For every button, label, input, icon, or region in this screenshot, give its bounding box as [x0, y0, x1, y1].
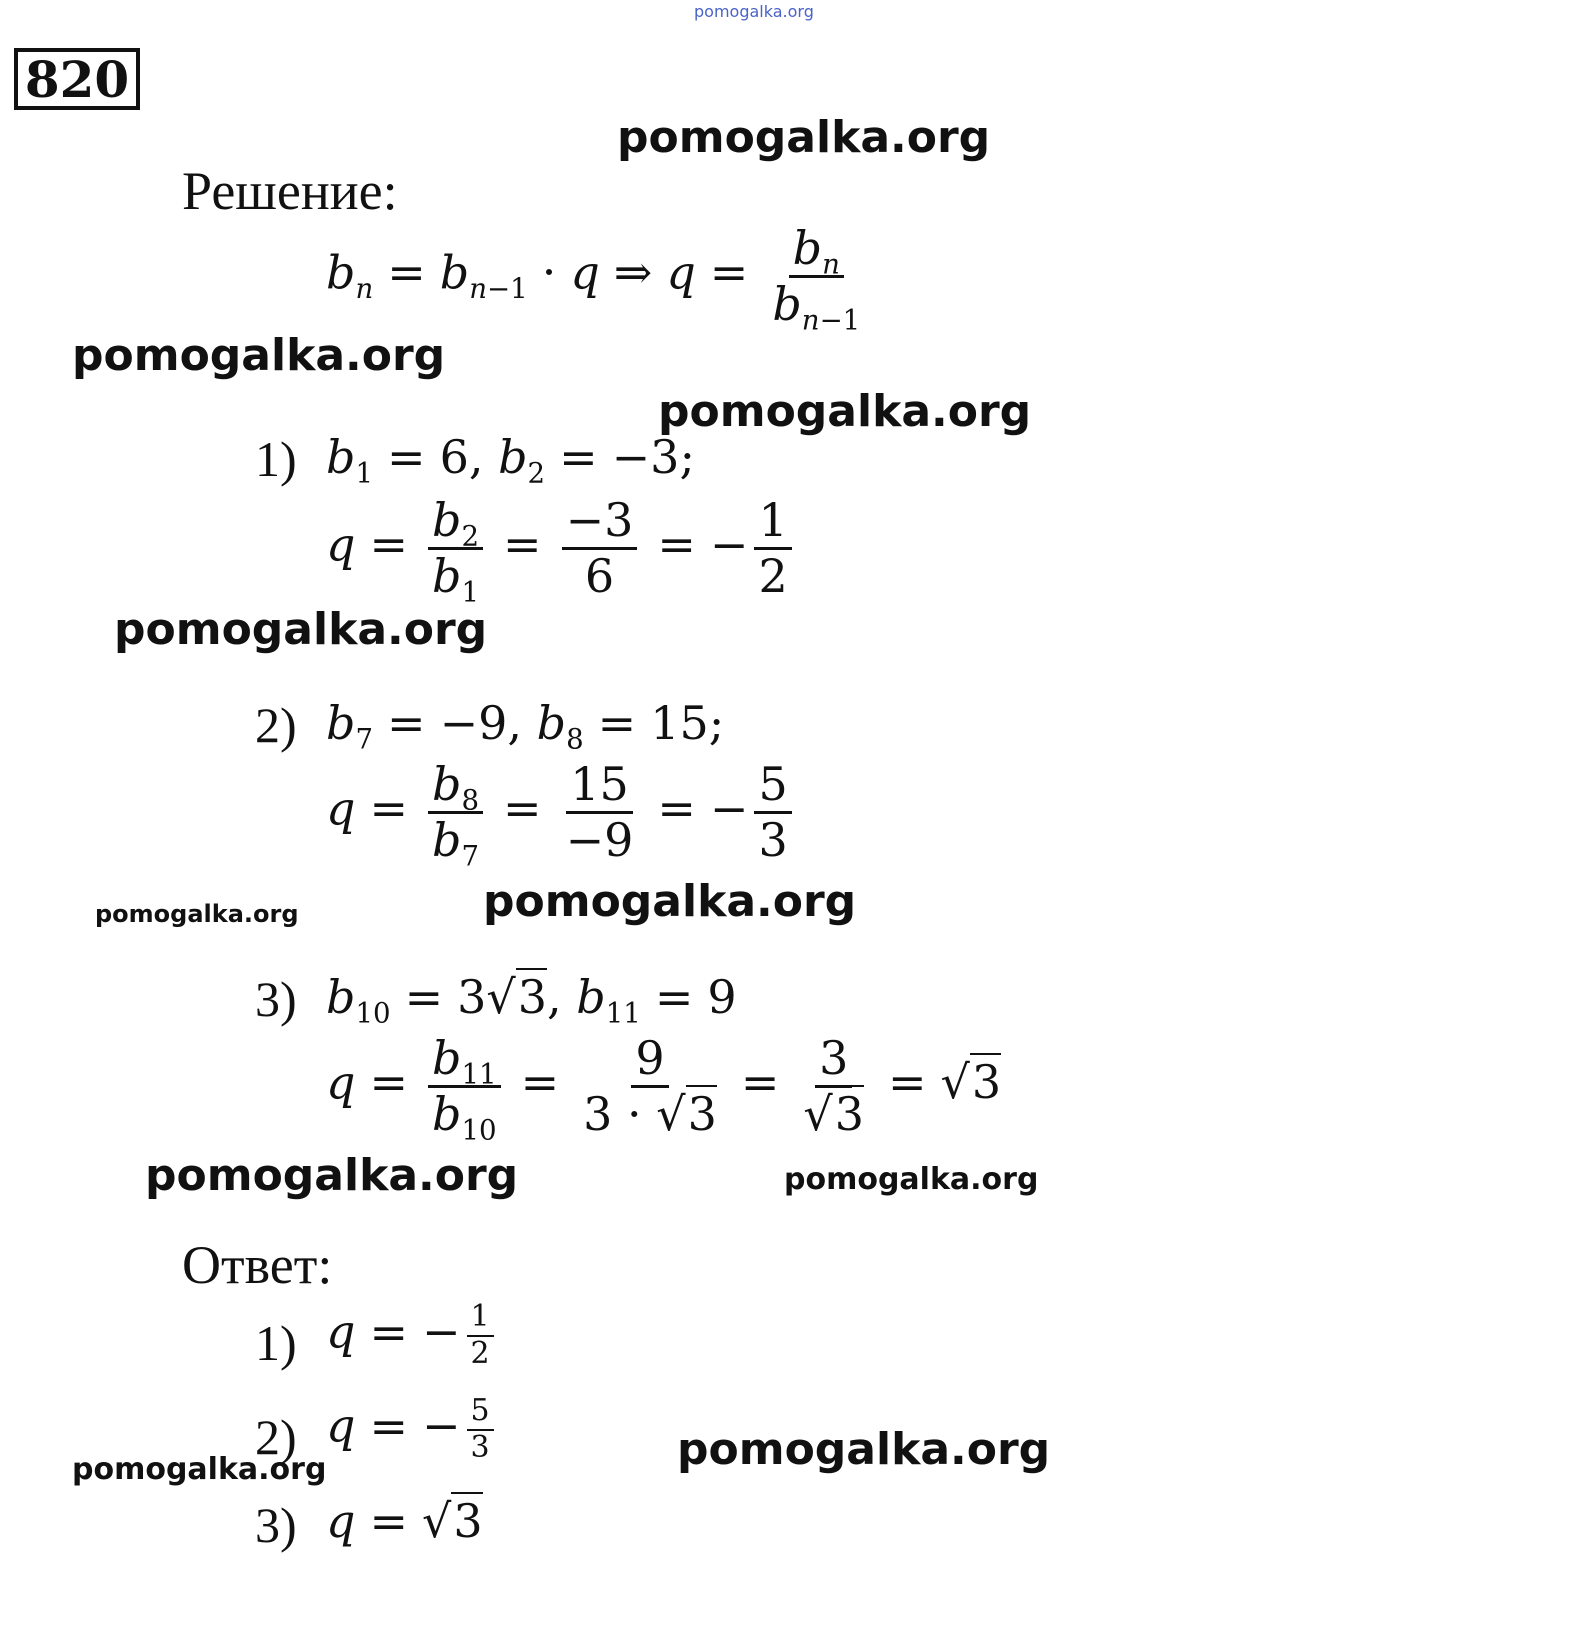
step-3-given: $b_{10} = 3√3$, $b_{11} = 9$ — [326, 970, 737, 1030]
problem-number-box — [14, 48, 140, 110]
answer-label: 3) — [255, 1497, 297, 1553]
watermark: pomogalka.org — [658, 386, 1032, 437]
watermark: pomogalka.org — [72, 1452, 327, 1487]
step-label: 3) — [255, 971, 297, 1027]
watermark-top: pomogalka.org — [694, 2, 814, 21]
answer-heading: Ответ: — [182, 1235, 333, 1295]
watermark: pomogalka.org — [617, 112, 991, 163]
answer-label: 1) — [255, 1315, 297, 1371]
step-2-calc: q = $\frac{b_8}{b_7}$ = $\frac{15}{-9}$ = − $\frac{5}{3}$ — [326, 758, 798, 867]
watermark: pomogalka.org — [145, 1150, 519, 1201]
step-1-given: $b_1 = 6$, $b_2 = -3$; — [326, 430, 695, 490]
watermark: pomogalka.org — [114, 604, 488, 655]
formula-general: $b_n = b_{n-1} \cdot q$ ⇒ q = $\frac{b_n}{b_{n-1}}$ — [326, 221, 861, 337]
step-1-calc: q = $\frac{b_2}{b_1}$ = $\frac{-3}{6}$ = − $\frac{1}{2}$ — [326, 494, 798, 603]
watermark: pomogalka.org — [483, 876, 857, 927]
problem-number: 820 — [24, 49, 130, 109]
watermark: pomogalka.org — [677, 1424, 1051, 1475]
watermark: pomogalka.org — [784, 1162, 1039, 1197]
step-label: 1) — [255, 431, 297, 487]
answer-2: q = − $\frac{5}{3}$ — [326, 1394, 500, 1465]
step-2-given: $b_7 = -9$, $b_8 = 15$; — [326, 696, 725, 756]
step-label: 2) — [255, 697, 297, 753]
step-3-calc: q = $\frac{b_{11}}{b_{10}}$ = $\frac{9}{3 \cdot √3}$ = $\frac{3}{√3}$ = √3 — [326, 1031, 1002, 1147]
answer-label: 2) — [255, 1409, 297, 1465]
watermark: pomogalka.org — [95, 900, 299, 928]
watermark: pomogalka.org — [72, 330, 446, 381]
solution-heading: Решение: — [182, 161, 398, 221]
answer-3: q = √3 — [326, 1494, 483, 1548]
answer-1: q = − $\frac{1}{2}$ — [326, 1300, 500, 1371]
